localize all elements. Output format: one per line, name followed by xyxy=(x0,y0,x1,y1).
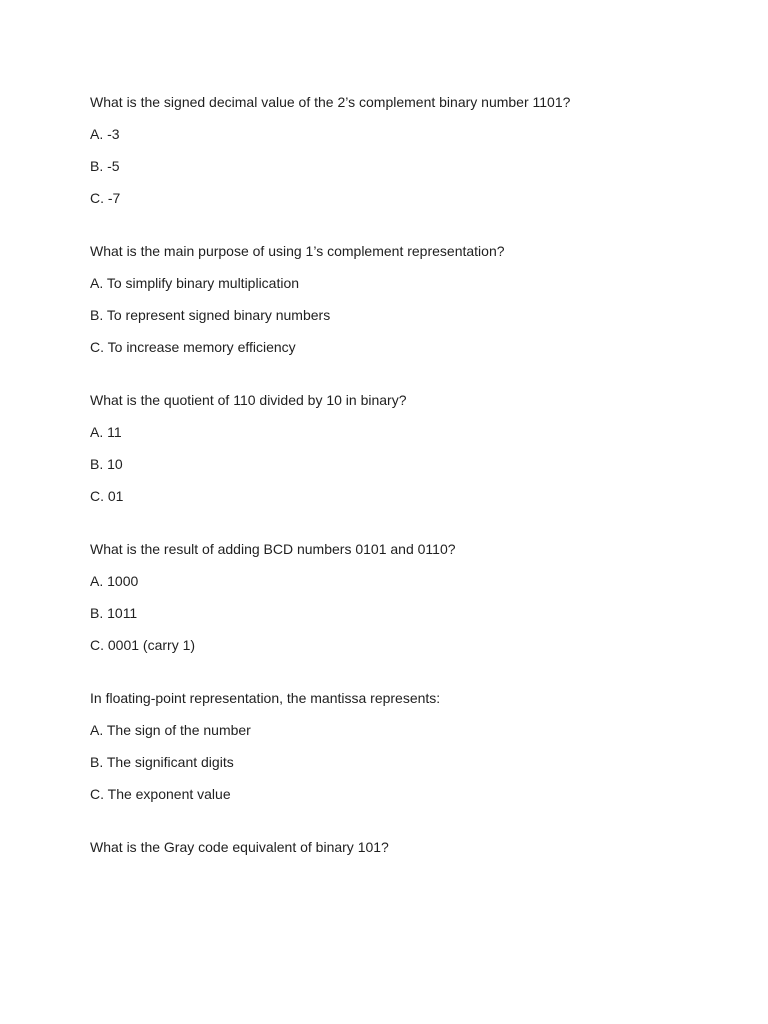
question-block xyxy=(90,539,710,655)
question-block xyxy=(90,241,710,357)
question-text: What is the result of adding BCD numbers 0101 and 0110? xyxy=(90,541,456,557)
answer-option: B. 10 xyxy=(90,456,123,472)
answer-option: C. To increase memory efficiency xyxy=(90,339,296,355)
answer-option: B. To represent signed binary numbers xyxy=(90,307,331,323)
answer-option: C. 01 xyxy=(90,488,124,504)
answer-option: C. 0001 (carry 1) xyxy=(90,637,196,653)
question-text: What is the Gray code equivalent of binary 101? xyxy=(90,839,389,855)
answer-option: B. The significant digits xyxy=(90,754,234,770)
question-text: What is the signed decimal value of the 2’s complement binary number 1101? xyxy=(90,94,571,110)
answer-option: C. The exponent value xyxy=(90,786,231,802)
question-block xyxy=(90,92,710,208)
answer-option: B. 1011 xyxy=(90,605,138,621)
answer-option: A. 1000 xyxy=(90,573,139,589)
answer-option: A. The sign of the number xyxy=(90,722,251,738)
question-text: In floating-point representation, the mantissa represents: xyxy=(90,690,441,706)
answer-option: A. 11 xyxy=(90,424,122,440)
answer-option: A. -3 xyxy=(90,126,120,142)
question-text: What is the main purpose of using 1’s complement representation? xyxy=(90,243,505,259)
question-block xyxy=(90,390,710,506)
answer-option: A. To simplify binary multiplication xyxy=(90,275,300,291)
question-block xyxy=(90,837,710,857)
question-block xyxy=(90,688,710,804)
answer-option: B. -5 xyxy=(90,158,120,174)
question-text: What is the quotient of 110 divided by 10 in binary? xyxy=(90,392,407,408)
answer-option: C. -7 xyxy=(90,190,121,206)
document-page xyxy=(90,92,710,890)
